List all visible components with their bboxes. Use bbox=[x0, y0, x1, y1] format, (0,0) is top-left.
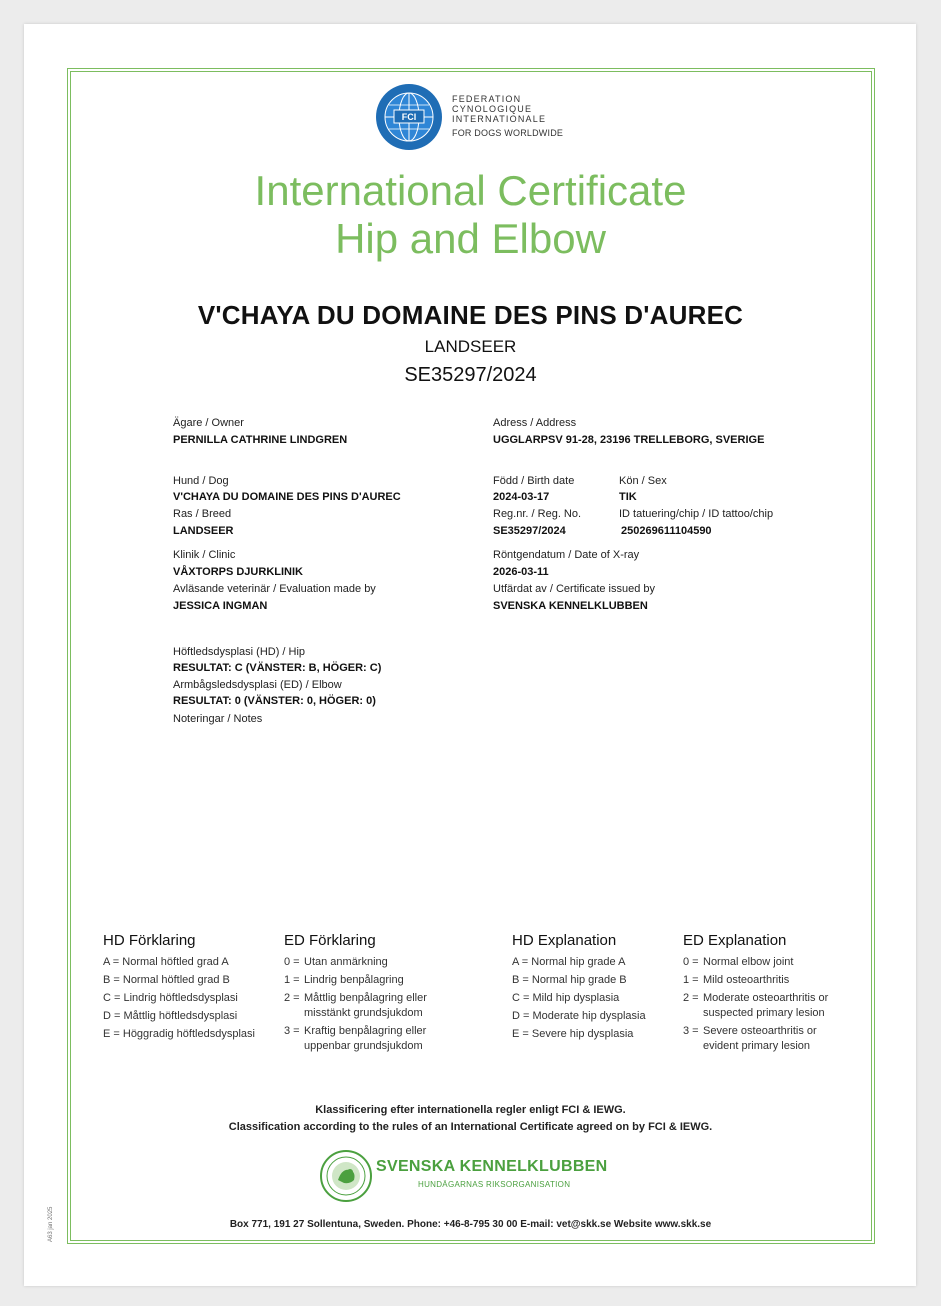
list-item-text: Lindrig benpålagring bbox=[304, 974, 404, 986]
ed-en-explanation bbox=[683, 932, 843, 1057]
fci-name bbox=[452, 94, 546, 124]
hip-result: RESULTAT: C (VÄNSTER: B, HÖGER: C) bbox=[173, 662, 382, 674]
list-item-text: Utan anmärkning bbox=[304, 956, 388, 968]
list-item-key: 3 = bbox=[284, 1025, 300, 1037]
list-item-key: 3 = bbox=[683, 1025, 699, 1037]
ed-sv-heading: ED Förklaring bbox=[284, 932, 376, 949]
xray-date-value: 2026-03-11 bbox=[493, 566, 549, 578]
hd-sv-explanation bbox=[103, 932, 255, 1043]
list-item-key: 1 = bbox=[284, 974, 300, 986]
owner-label: Ägare / Owner bbox=[173, 417, 244, 429]
issued-by-value: SVENSKA KENNELKLUBBEN bbox=[493, 600, 648, 612]
fci-name-line1: FEDERATION bbox=[452, 94, 522, 104]
hd-en-heading: HD Explanation bbox=[512, 932, 617, 949]
list-item: B = Normal höftled grad B bbox=[103, 974, 230, 986]
classification-sv: Klassificering efter internationella regler enligt FCI & IEWG. bbox=[315, 1104, 626, 1116]
notes-label: Noteringar / Notes bbox=[173, 713, 263, 725]
ed-en-heading: ED Explanation bbox=[683, 932, 787, 949]
list-item-text: Mild osteoarthritis bbox=[703, 974, 790, 986]
elbow-label: Armbågsledsdysplasi (ED) / Elbow bbox=[173, 679, 342, 691]
issued-by-label: Utfärdat av / Certificate issued by bbox=[493, 583, 656, 595]
hip-label: Höftledsdysplasi (HD) / Hip bbox=[173, 646, 306, 658]
fci-logo-text: FCI bbox=[401, 112, 417, 122]
dog-value: V'CHAYA DU DOMAINE DES PINS D'AUREC bbox=[173, 491, 401, 503]
list-item-key: 2 = bbox=[284, 992, 300, 1004]
xray-date-label: Röntgendatum / Date of X-ray bbox=[493, 549, 640, 561]
clinic-value: VÅXTORPS DJURKLINIK bbox=[173, 566, 303, 578]
breed-label: Ras / Breed bbox=[173, 508, 232, 520]
hd-sv-list bbox=[103, 953, 255, 1043]
list-item bbox=[284, 955, 454, 970]
list-item bbox=[284, 991, 454, 1021]
list-item: E = Severe hip dysplasia bbox=[512, 1028, 634, 1040]
list-item: E = Höggradig höftledsdysplasi bbox=[103, 1028, 255, 1040]
birth-date-label: Född / Birth date bbox=[493, 475, 575, 487]
dog-label: Hund / Dog bbox=[173, 475, 229, 487]
list-item-text: Normal elbow joint bbox=[703, 956, 794, 968]
footer-contact: Box 771, 191 27 Sollentuna, Sweden. Phone: +46-8-795 30 00 E-mail: vet@skk.se Website www.skk.se bbox=[229, 1219, 712, 1230]
sex-value: TIK bbox=[619, 491, 637, 503]
dog-regno-heading: SE35297/2024 bbox=[404, 364, 537, 386]
hd-en-explanation bbox=[512, 932, 646, 1043]
chip-value: 250269611104590 bbox=[621, 525, 712, 537]
elbow-result: RESULTAT: 0 (VÄNSTER: 0, HÖGER: 0) bbox=[173, 695, 376, 707]
reg-no-label: Reg.nr. / Reg. No. bbox=[493, 508, 582, 520]
list-item: C = Mild hip dysplasia bbox=[512, 992, 620, 1004]
list-item-text: Måttlig benpålagring eller misstänkt grundsjukdom bbox=[304, 992, 427, 1019]
owner-value: PERNILLA CATHRINE LINDGREN bbox=[173, 434, 348, 446]
address-value: UGGLARPSV 91-28, 23196 TRELLEBORG, SVERIGE bbox=[493, 434, 765, 446]
list-item bbox=[284, 973, 454, 988]
ed-sv-explanation bbox=[284, 932, 454, 1057]
clinic-label: Klinik / Clinic bbox=[173, 549, 236, 561]
breed-value: LANDSEER bbox=[173, 525, 234, 537]
list-item bbox=[683, 1024, 843, 1054]
list-item-key: 0 = bbox=[683, 956, 699, 968]
list-item-key: 0 = bbox=[284, 956, 300, 968]
ed-en-list bbox=[683, 955, 843, 1054]
fci-tagline: FOR DOGS WORLDWIDE bbox=[452, 128, 564, 138]
list-item: C = Lindrig höftledsdysplasi bbox=[103, 992, 238, 1004]
certificate-title-line1: International Certificate bbox=[254, 167, 687, 214]
list-item bbox=[683, 955, 843, 970]
list-item: A = Normal höftled grad A bbox=[103, 956, 229, 968]
list-item-text: Moderate osteoarthritis or suspected primary lesion bbox=[703, 992, 829, 1019]
list-item: D = Moderate hip dysplasia bbox=[512, 1010, 646, 1022]
fci-globe-logo bbox=[374, 82, 444, 152]
vet-value: JESSICA INGMAN bbox=[173, 600, 268, 612]
reg-no-value: SE35297/2024 bbox=[493, 525, 566, 537]
list-item: B = Normal hip grade B bbox=[512, 974, 627, 986]
chip-label: ID tatuering/chip / ID tattoo/chip bbox=[619, 508, 774, 520]
sex-label: Kön / Sex bbox=[619, 475, 667, 487]
list-item bbox=[284, 1024, 454, 1054]
list-item: D = Måttlig höftledsdysplasi bbox=[103, 1010, 238, 1022]
hd-sv-heading: HD Förklaring bbox=[103, 932, 196, 949]
fci-name-line3: INTERNATIONALE bbox=[452, 114, 547, 124]
hd-en-list bbox=[512, 953, 646, 1043]
birth-date-value: 2024-03-17 bbox=[493, 491, 550, 503]
form-code: A63 jan 2025 bbox=[48, 1206, 54, 1242]
ed-sv-list bbox=[284, 955, 454, 1054]
skk-subtitle: HUNDÄGARNAS RIKSORGANISATION bbox=[418, 1180, 571, 1189]
skk-emblem-icon bbox=[320, 1150, 372, 1202]
address-label: Adress / Address bbox=[493, 417, 577, 429]
list-item-text: Severe osteoarthritis or evident primary lesion bbox=[703, 1025, 817, 1052]
dog-name-heading: V'CHAYA DU DOMAINE DES PINS D'AUREC bbox=[197, 300, 744, 330]
fci-name-line2: CYNOLOGIQUE bbox=[452, 104, 533, 114]
vet-label: Avläsande veterinär / Evaluation made by bbox=[173, 583, 376, 595]
dog-breed-heading: LANDSEER bbox=[424, 337, 517, 356]
list-item-key: 2 = bbox=[683, 992, 699, 1004]
skk-name: SVENSKA KENNELKLUBBEN bbox=[376, 1158, 608, 1175]
list-item-key: 1 = bbox=[683, 974, 699, 986]
list-item-text: Kraftig benpålagring eller uppenbar grundsjukdom bbox=[304, 1025, 427, 1052]
list-item: A = Normal hip grade A bbox=[512, 956, 626, 968]
certificate-title-line2: Hip and Elbow bbox=[335, 215, 606, 262]
list-item bbox=[683, 991, 843, 1021]
list-item bbox=[683, 973, 843, 988]
classification-en: Classification according to the rules of an International Certificate agreed on by FCI & IEWG. bbox=[228, 1121, 713, 1133]
